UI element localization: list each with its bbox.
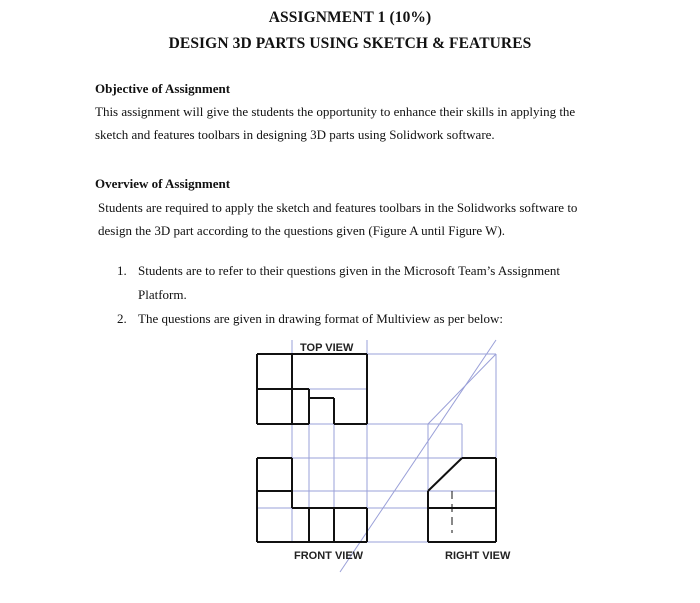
right-view-label: RIGHT VIEW — [445, 550, 511, 562]
miter-line — [340, 340, 496, 572]
objective-line-2: sketch and features toolbars in designing 3D parts using Solidwork software. — [95, 127, 495, 142]
list-text-line-1: The questions are given in drawing format of Multiview as per below: — [138, 311, 503, 326]
overview-line-1: Students are required to apply the sketch and features toolbars in the Solidworks software to — [98, 200, 578, 215]
projection-line — [428, 354, 496, 424]
list-text-line-1: Students are to refer to their questions given in the Microsoft Team’s Assignment — [138, 263, 560, 278]
right-view — [428, 458, 496, 542]
assignment-title: ASSIGNMENT 1 (10%) — [268, 9, 432, 26]
list-text-line-2: Platform. — [138, 287, 187, 302]
top-view-label: TOP VIEW — [300, 342, 354, 354]
list-number: 1. — [117, 263, 127, 278]
list-number: 2. — [117, 311, 127, 326]
overview-heading: Overview of Assignment — [95, 176, 231, 191]
objective-heading: Objective of Assignment — [95, 81, 231, 96]
front-view-label: FRONT VIEW — [294, 550, 364, 562]
assignment-subtitle: DESIGN 3D PARTS USING SKETCH & FEATURES — [168, 35, 532, 52]
front-view — [257, 458, 367, 542]
objective-line-1: This assignment will give the students the opportunity to enhance their skills in applying the — [95, 104, 576, 119]
overview-line-2: design the 3D part according to the questions given (Figure A until Figure W). — [98, 223, 506, 238]
